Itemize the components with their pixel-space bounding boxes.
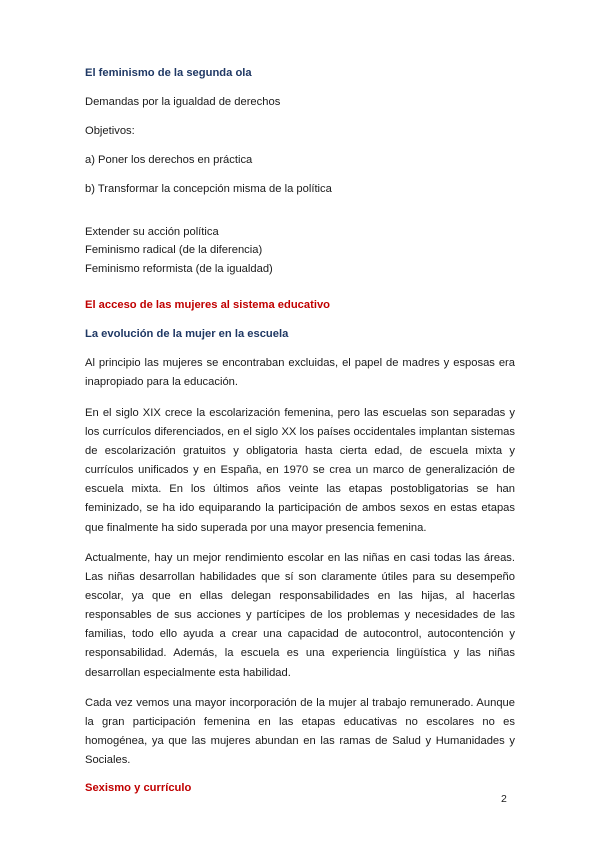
paragraph-2: En el siglo XIX crece la escolarización femenina, pero las escuelas son separadas y los currículos diferenciados, en el siglo XX los países occidentales implantan sistemas de escolarización gratuitos y obligatoria hasta cierta edad, de escuela mixta y currículos unificados y en España, en 1970 se crea un marco de generalización de escuela mixta. En los últimos años veinte las etapas postobligatorias se han feminizado, se ha ido equiparando la participación de ambos sexos en estas etapas que finalmente ha sido superada por una mayor presencia femenina. bbox=[85, 407, 515, 534]
text-objective-a: a) Poner los derechos en práctica bbox=[85, 154, 253, 166]
paragraph-1: Al principio las mujeres se encontraban excluidas, el papel de madres y esposas era inapropiado para la educación. bbox=[85, 357, 515, 389]
text-demands: Demandas por la igualdad de derechos bbox=[85, 96, 281, 108]
text-objective-b: b) Transformar la concepción misma de la política bbox=[85, 183, 332, 195]
heading-evolution: La evolución de la mujer en la escuela bbox=[85, 328, 289, 340]
paragraph-4: Cada vez vemos una mayor incorporación de la mujer al trabajo remunerado. Aunque la gran participación femenina en las etapas educativas no escolares no es homogénea, ya que las mujeres abundan en las ramas de Salud y Humanidades y Sociales. bbox=[85, 697, 515, 767]
text-extend: Extender su acción política bbox=[85, 226, 219, 238]
heading-education-access: El acceso de las mujeres al sistema educativo bbox=[85, 299, 331, 311]
text-radical: Feminismo radical (de la diferencia) bbox=[85, 244, 263, 256]
paragraph-3: Actualmente, hay un mejor rendimiento escolar en las niñas en casi todas las áreas. Las niñas desarrollan habilidades que sí son claramente útiles para su desempeño escolar, ya que en ellas delegan responsabilidades en las hijas, al hacerlas responsables de sus acciones y partícipes de los problemas y necesidades de las familias, todo ello ayuda a crear una capacidad de autocontrol, autocontención y responsabilidad. Además, la escuela es una experiencia lingüística y las niñas desarrollan especialmente esta habilidad. bbox=[85, 552, 515, 679]
text-reformist: Feminismo reformista (de la igualdad) bbox=[85, 263, 273, 275]
heading-sexism: Sexismo y currículo bbox=[85, 782, 192, 794]
text-objectives: Objetivos: bbox=[85, 125, 135, 137]
heading-second-wave: El feminismo de la segunda ola bbox=[85, 67, 252, 79]
page-number: 2 bbox=[501, 793, 507, 805]
